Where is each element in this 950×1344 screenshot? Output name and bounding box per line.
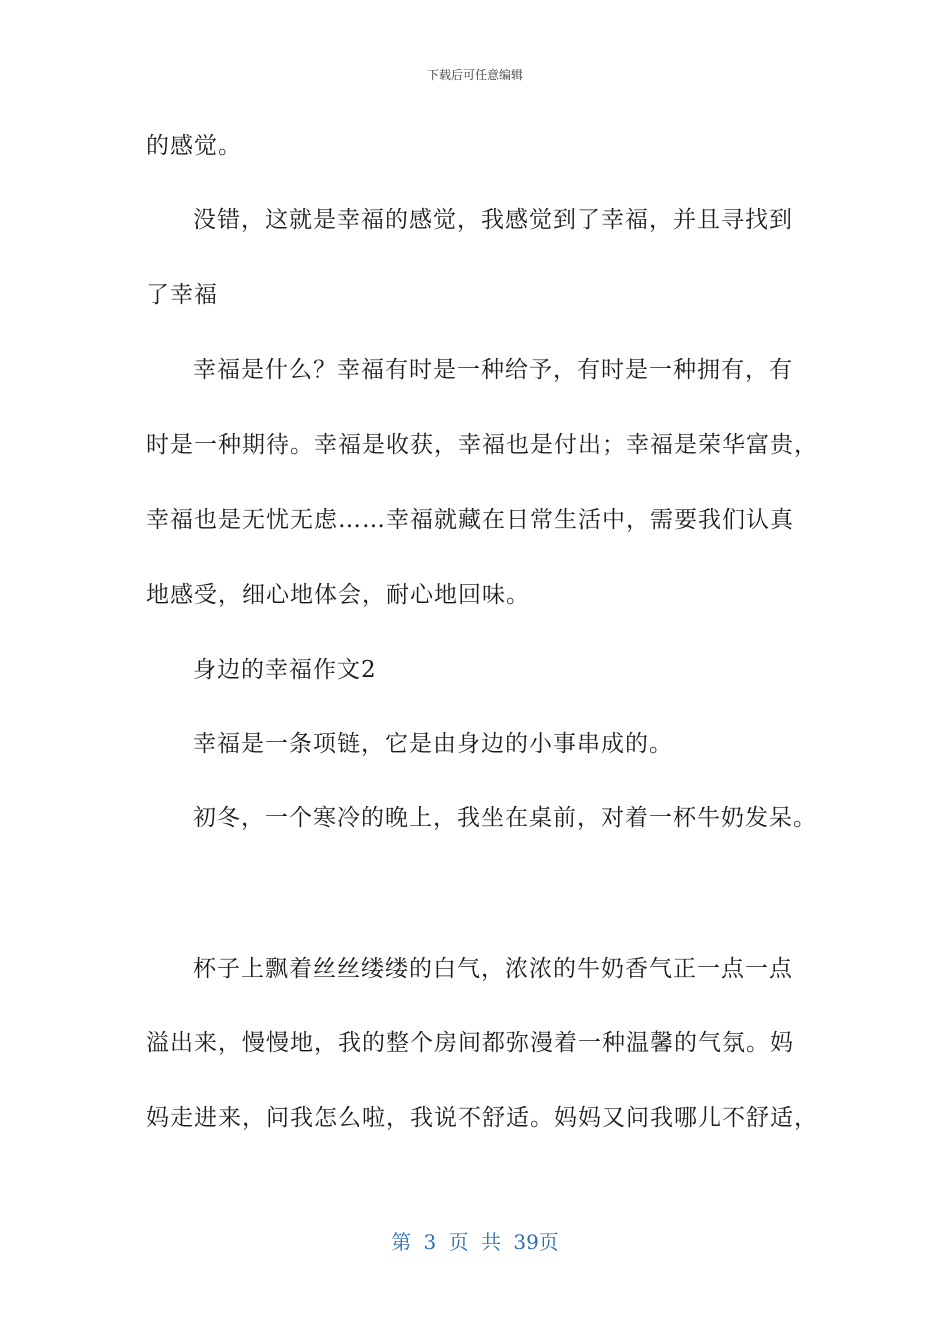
text-line: 杯子上飘着丝丝缕缕的白气，浓浓的牛奶香气正一点一点 <box>193 956 793 982</box>
text-line: 初冬，一个寒冷的晚上，我坐在桌前，对着一杯牛奶发呆。 <box>193 805 817 831</box>
text-line: 地感受，细心地体会，耐心地回味。 <box>146 582 530 608</box>
page-number-footer: 第 3 页 共 39页 <box>391 1230 559 1254</box>
text-line: 幸福也是无忧无虑……幸福就藏在日常生活中，需要我们认真 <box>146 507 794 533</box>
text-line: 溢出来，慢慢地，我的整个房间都弥漫着一种温馨的气氛。妈 <box>146 1030 794 1056</box>
header-note: 下载后可任意编辑 <box>426 68 523 82</box>
text-line: 妈走进来，问我怎么啦，我说不舒适。妈妈又问我哪儿不舒适， <box>146 1105 818 1131</box>
text-line: 时是一种期待。幸福是收获，幸福也是付出；幸福是荣华富贵， <box>146 432 818 458</box>
text-line: 幸福是什么？幸福有时是一种给予，有时是一种拥有，有 <box>193 357 793 383</box>
text-line: 了幸福 <box>146 282 218 308</box>
text-line: 幸福是一条项链，它是由身边的小事串成的。 <box>193 731 673 757</box>
text-line: 的感觉。 <box>146 133 242 159</box>
text-line: 没错，这就是幸福的感觉，我感觉到了幸福，并且寻找到 <box>193 207 793 233</box>
section-heading: 身边的幸福作文2 <box>193 657 377 683</box>
